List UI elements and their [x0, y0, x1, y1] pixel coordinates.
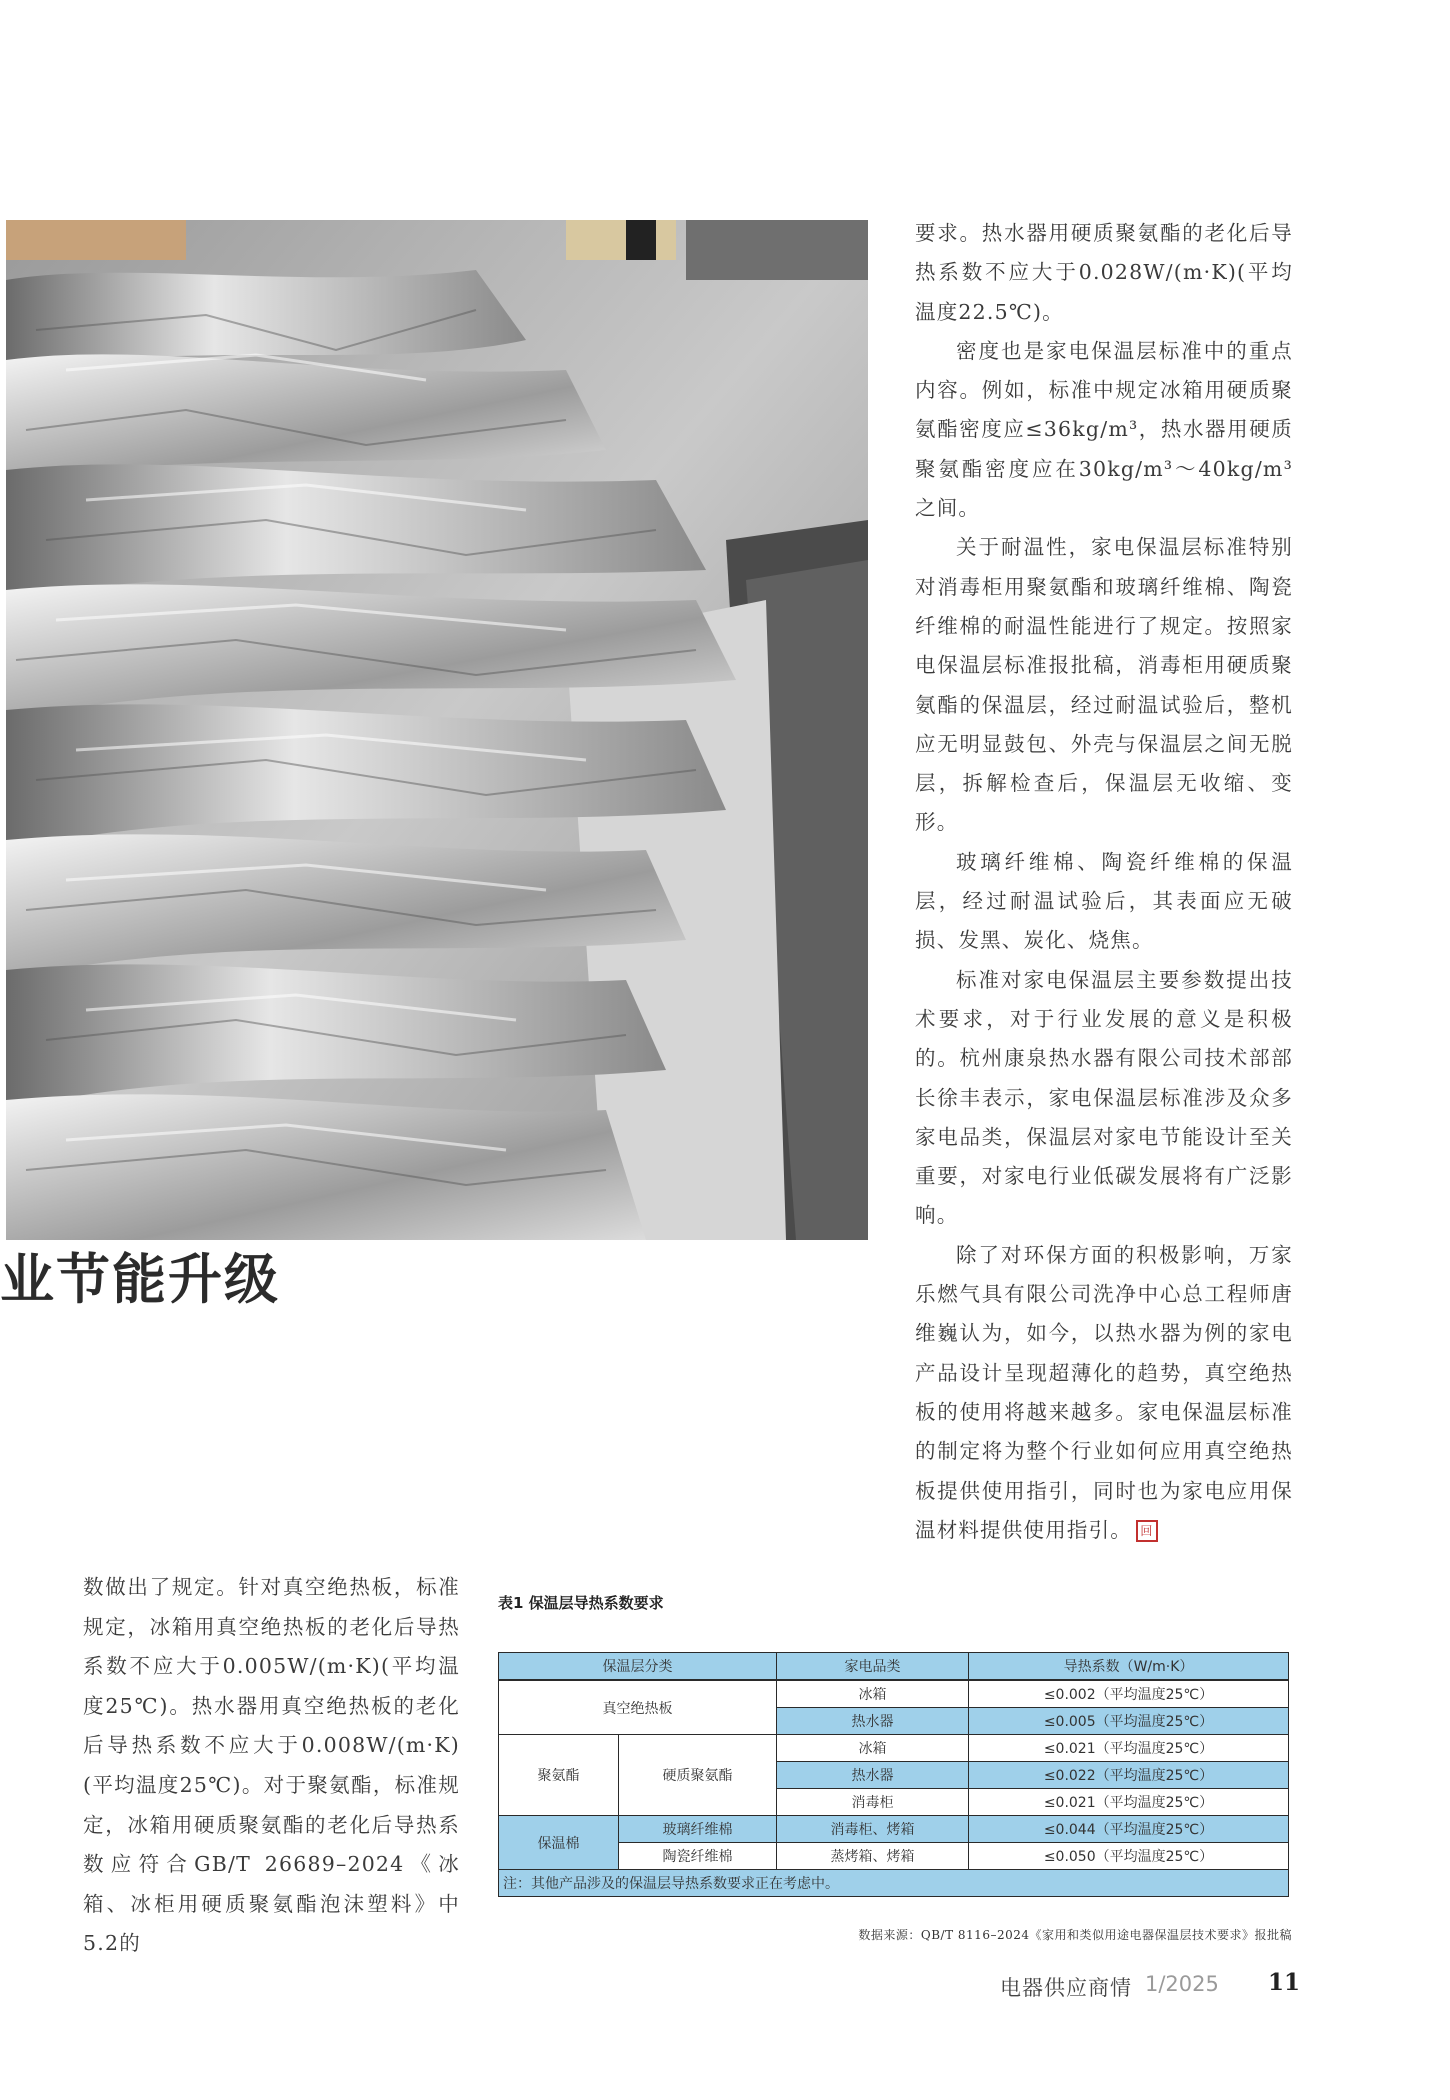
table-row	[499, 1735, 1289, 1762]
value-cell: ≤0.044（平均温度25℃）	[969, 1816, 1289, 1843]
value-cell: ≤0.021（平均温度25℃）	[969, 1735, 1289, 1762]
appliance-cell: 消毒柜	[777, 1789, 969, 1816]
article-end-mark-icon: 回	[1136, 1520, 1158, 1542]
value-cell: ≤0.021（平均温度25℃）	[969, 1789, 1289, 1816]
appliance-cell: 热水器	[777, 1708, 969, 1735]
footer-issue: 1/2025	[1145, 1972, 1219, 1996]
thermal-conductivity-table	[498, 1652, 1289, 1897]
paragraph-text: 除了对环保方面的积极影响，万家乐燃气具有限公司洗净中心总工程师唐维巍认为，如今，以热水器为例的家电产品设计呈现超薄化的趋势，真空绝热板的使用将越来越多。家电保温层标准的制定将为整个行业如何应用真空绝热板提供使用指引，同时也为家电应用保温材料提供使用指引。	[915, 1242, 1293, 1542]
table-header-cell: 导热系数（W/m·K）	[969, 1653, 1289, 1681]
right-text-column	[915, 214, 1293, 1550]
category-cell: 聚氨酯	[499, 1735, 619, 1816]
paragraph: 数做出了规定。针对真空绝热板，标准规定，冰箱用真空绝热板的老化后导热系数不应大于0.005W/(m·K)(平均温度25℃)。热水器用真空绝热板的老化后导热系数不应大于0.008W/(m·K)(平均温度25℃)。对于聚氨酯，标准规定，冰箱用硬质聚氨酯的老化后导热系数应符合GB/T 26689–2024《冰箱、冰柜用硬质聚氨酯泡沫塑料》中5.2的	[83, 1575, 460, 1956]
left-text-column	[83, 1568, 460, 1964]
value-cell: ≤0.022（平均温度25℃）	[969, 1762, 1289, 1789]
crumpled-foil-photo-icon	[6, 220, 868, 1240]
appliance-cell: 热水器	[777, 1762, 969, 1789]
table-row	[499, 1816, 1289, 1843]
subcategory-cell: 玻璃纤维棉	[619, 1816, 777, 1843]
value-cell: ≤0.002（平均温度25℃）	[969, 1680, 1289, 1708]
appliance-cell: 冰箱	[777, 1680, 969, 1708]
subcategory-cell: 陶瓷纤维棉	[619, 1843, 777, 1870]
paragraph: 关于耐温性，家电保温层标准特别对消毒柜用聚氨酯和玻璃纤维棉、陶瓷纤维棉的耐温性能进行了规定。按照家电保温层标准报批稿，消毒柜用硬质聚氨酯的保温层，经过耐温试验后，整机应无明显鼓包、外壳与保温层之间无脱层，拆解检查后，保温层无收缩、变形。	[915, 535, 1293, 835]
table-header-cell: 家电品类	[777, 1653, 969, 1681]
paragraph: 标准对家电保温层主要参数提出技术要求，对于行业发展的意义是积极的。杭州康泉热水器有限公司技术部部长徐丰表示，家电保温层标准涉及众多家电品类，保温层对家电节能设计至关重要，对家电行业低碳发展将有广泛影响。	[915, 967, 1293, 1228]
category-cell: 真空绝热板	[499, 1680, 777, 1735]
appliance-cell: 冰箱	[777, 1735, 969, 1762]
footer-magazine-name: 电器供应商情	[1000, 1976, 1132, 2000]
subcategory-cell: 硬质聚氨酯	[619, 1735, 777, 1816]
paragraph: 要求。热水器用硬质聚氨酯的老化后导热系数不应大于0.028W/(m·K)(平均温度22.5℃)。	[915, 221, 1293, 324]
table-note: 注：其他产品涉及的保温层导热系数要求正在考虑中。	[499, 1870, 1289, 1897]
paragraph: 玻璃纤维棉、陶瓷纤维棉的保温层，经过耐温试验后，其表面应无破损、发黑、炭化、烧焦。	[915, 849, 1293, 953]
table-note-row	[499, 1870, 1289, 1897]
page-number: 11	[1268, 1969, 1301, 1996]
foil-insulation-photo	[6, 220, 868, 1240]
table-header-cell: 保温层分类	[499, 1653, 777, 1681]
appliance-cell: 消毒柜、烤箱	[777, 1816, 969, 1843]
value-cell: ≤0.005（平均温度25℃）	[969, 1708, 1289, 1735]
category-cell: 保温棉	[499, 1816, 619, 1870]
paragraph	[915, 1236, 1293, 1550]
paragraph: 密度也是家电保温层标准中的重点内容。例如，标准中规定冰箱用硬质聚氨酯密度应≤36kg/m³，热水器用硬质聚氨酯密度应在30kg/m³～40kg/m³之间。	[915, 338, 1293, 521]
table-title: 表1 保温层导热系数要求	[498, 1594, 664, 1612]
table-header-row	[499, 1653, 1289, 1681]
data-source: 数据来源：QB/T 8116–2024《家用和类似用途电器保温层技术要求》报批稿	[858, 1928, 1292, 1942]
article-headline: 业节能升级	[0, 1248, 280, 1311]
value-cell: ≤0.050（平均温度25℃）	[969, 1843, 1289, 1870]
appliance-cell: 蒸烤箱、烤箱	[777, 1843, 969, 1870]
table-row	[499, 1680, 1289, 1708]
